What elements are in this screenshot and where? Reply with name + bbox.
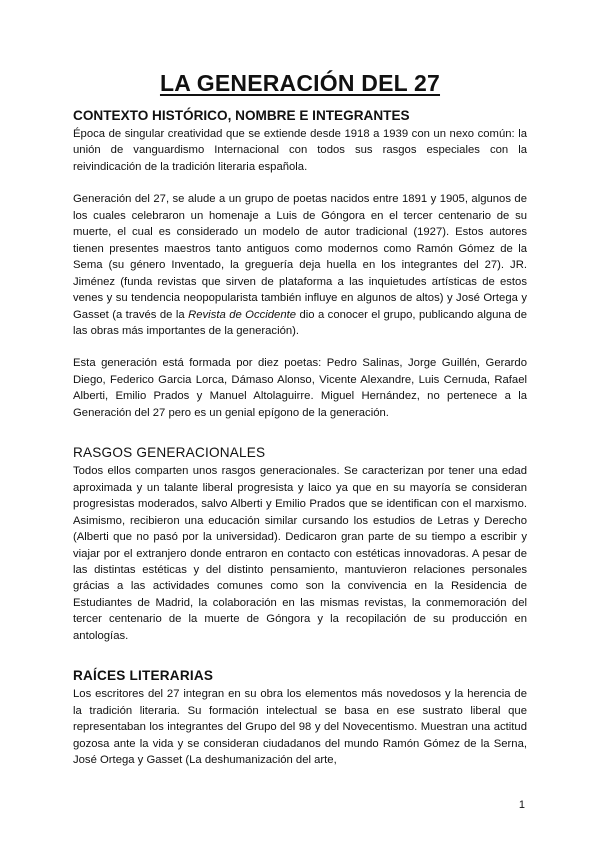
paragraph-text: dio a conocer el grupo, publicando alguna de las obras más importantes de la generación). bbox=[73, 308, 527, 337]
section-heading-raices: RAÍCES LITERARIAS bbox=[73, 668, 214, 684]
paragraph-text: Generación del 27, se alude a un grupo de poetas nacidos entre 1891 y 1905, algunos de los cuales celebraron un homenaje a Luis de Góngora en el tercer centenario de su muerte, el cual es considerado un modelo de autor tradicional (1927). Estos autores tienen presentes maestros tanto antiguos como modernos como Ramón Gómez de la Sema (su género Inventado, la greguería deja huella en los integrantes del 27). JR. Jiménez (funda revistas que sirven de plataforma a las inquietudes artísticas de estos venes y su tendencia neopopularista también influye en algunos de altos) y José Ortega y Gasset (a través de la bbox=[73, 193, 527, 321]
italic-title: Revista de Occidente bbox=[188, 308, 297, 321]
document-title: LA GENERACIÓN DEL 27 bbox=[159, 70, 441, 96]
paragraph: Todos ellos comparten unos rasgos generacionales. Se caracterizan por tener una edad aproximada y un talante liberal progresista y laico ya que en su mayoría se consideran progresistas moderados, salvo Alberti y Emilio Prados que se identifican con el marxismo. Asimismo, recibieron una educación similar cursando los estudios de Letras y Derecho (Alberti que no pasó por la universidad). Dedicaron gran parte de su tiempo a escribir y viajar por el extranjero donde entraron en contacto con estéticas innovadoras. A pesar de las distintas estéticas y del distinto pensamiento, mantuvieron relaciones personales grácias a las actividades comunes como son la convivencia en la Residencia de Estudiantes de Madrid, la colaboración en las mismas revistas, la conmemoración del tercer centenario de la muerte de Góngora y la recopilación de su producción en antologías. bbox=[73, 465, 527, 642]
paragraph: Esta generación está formada por diez poetas: Pedro Salinas, Jorge Guillén, Gerardo Diego, Federico Garcia Lorca, Dámaso Alonso, Vicente Alexandre, Luis Cernuda, Rafael Alberti, Emilio Prados y Manuel Altolaguirre. Miguel Hernández, no pertenece a la Generación del 27 pero es un genial epígono de la generación. bbox=[73, 357, 527, 419]
paragraph: Época de singular creatividad que se extiende desde 1918 a 1939 con un nexo común: la unión de vanguardismo Internacional con todos sus rasgos especiales con la reivindicación de la tradición literaria española. bbox=[73, 128, 527, 173]
section-heading-contexto: CONTEXTO HISTÓRICO, NOMBRE E INTEGRANTES bbox=[73, 108, 410, 123]
section-raices bbox=[73, 667, 527, 768]
section-heading-rasgos: RASGOS GENERACIONALES bbox=[73, 445, 266, 461]
section-contexto bbox=[73, 107, 527, 421]
paragraph bbox=[73, 191, 527, 339]
paragraph: Los escritores del 27 integran en su obra los elementos más novedosos y la herencia de la tradición literaria. Su formación intelectual se basa en ese sustrato liberal que representaban los integrantes del Grupo del 98 y del Novecentismo. Muestran una actitud gozosa ante la vida y se consideran ciudadanos del mundo Ramón Gómez de la Serna, José Ortega y Gasset (La deshumanización del arte, bbox=[73, 688, 527, 767]
document-body bbox=[73, 70, 527, 769]
section-rasgos bbox=[73, 444, 527, 644]
page-number: 1 bbox=[518, 799, 525, 811]
